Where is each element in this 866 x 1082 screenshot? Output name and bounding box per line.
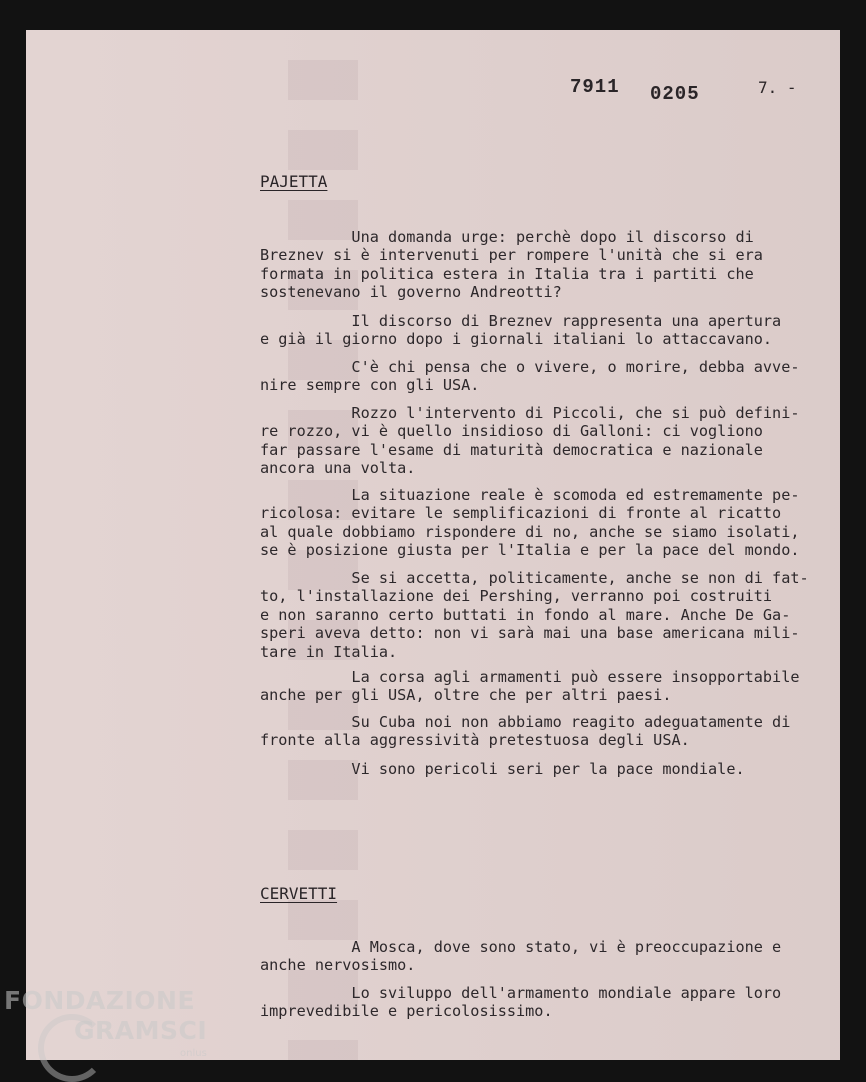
logo-text-line1: FONDAZIONE <box>4 986 196 1015</box>
paragraph: C'è chi pensa che o vivere, o morire, debba avve- nire sempre con gli USA. <box>260 358 800 395</box>
document-number-a: 7911 <box>570 76 620 98</box>
logo-text-line2: GRAMSCI <box>74 1016 208 1045</box>
paragraph: Se si accetta, politicamente, anche se non di fat- to, l'installazione dei Pershing, verranno poi costruiti e non saranno certo buttati in fondo al mare. Anche De Ga- speri aveva detto: non vi sarà mai una base americana mili- tare in Italia. <box>260 569 809 661</box>
paragraph: La corsa agli armamenti può essere insopportabile anche per gli USA, oltre che per altri paesi. <box>260 668 800 705</box>
section-heading-pajetta: PAJETTA <box>260 172 328 191</box>
paragraph: Lo sviluppo dell'armamento mondiale appare loro imprevedibile e pericolosissimo. <box>260 984 782 1021</box>
document-number-b: 0205 <box>650 83 700 105</box>
ink-bleed-through <box>288 60 358 1060</box>
page-number: 7. - <box>758 78 797 97</box>
paragraph: La situazione reale è scomoda ed estremamente pe- ricolosa: evitare le semplificazioni di fronte al ricatto al quale dobbiamo rispondere di no, anche se siamo isolati, se è posizione giusta per l'Italia e per la pace del mondo. <box>260 486 800 560</box>
logo-text-suffix: onlus <box>180 1048 207 1059</box>
paragraph: Vi sono pericoli seri per la pace mondiale. <box>260 760 745 778</box>
paragraph: Su Cuba noi non abbiamo reagito adeguatamente di fronte alla aggressività pretestuosa degli USA. <box>260 713 791 750</box>
paragraph: Rozzo l'intervento di Piccoli, che si può defini- re rozzo, vi è quello insidioso di Galloni: ci vogliono far passare l'esame di maturità democratica e nazionale ancora una volta. <box>260 404 800 478</box>
section-heading-cervetti: CERVETTI <box>260 884 338 903</box>
document-page <box>26 30 840 1060</box>
paragraph: Il discorso di Breznev rappresenta una apertura e già il giorno dopo i giornali italiani lo attaccavano. <box>260 312 782 349</box>
fondazione-gramsci-watermark-logo <box>4 986 224 1076</box>
paragraph: Una domanda urge: perchè dopo il discorso di Breznev si è intervenuti per rompere l'unità che si era formata in politica estera in Italia tra i partiti che sostenevano il governo Andreotti? <box>260 228 763 302</box>
paragraph: A Mosca, dove sono stato, vi è preoccupazione e anche nervosismo. <box>260 938 782 975</box>
